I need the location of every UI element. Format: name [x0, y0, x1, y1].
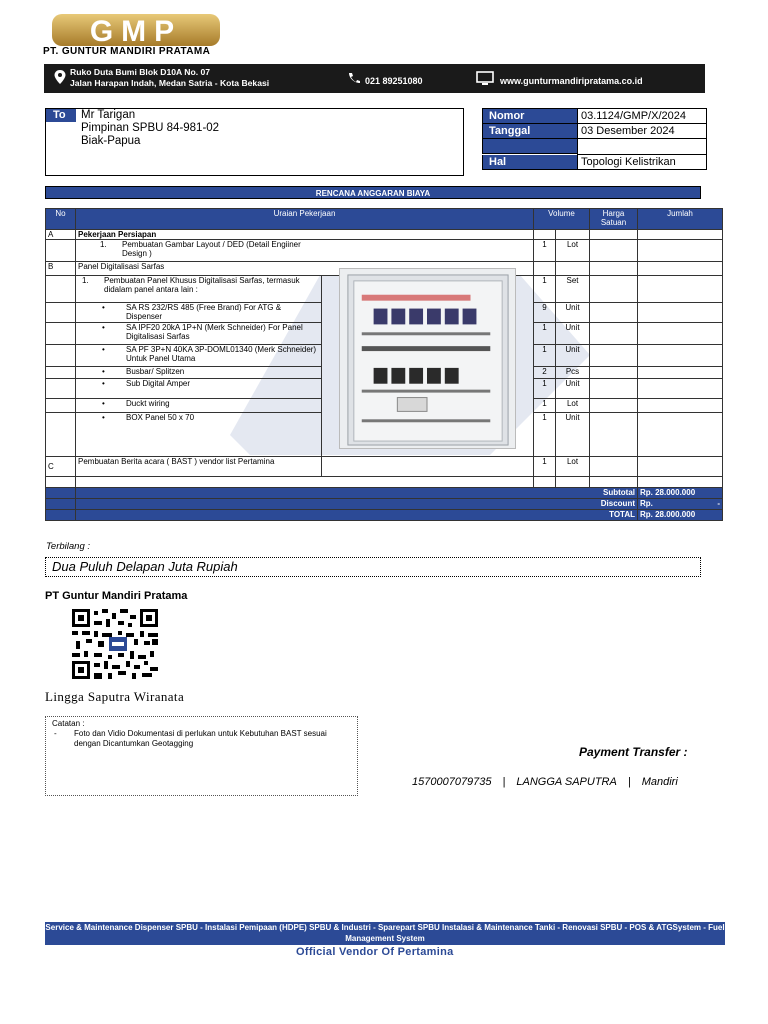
recipient-position: Pimpinan SPBU 84-981-02	[81, 122, 220, 134]
separator: |	[627, 776, 631, 788]
meta-hal	[482, 155, 707, 171]
table-row	[46, 477, 723, 488]
item-qty: 1	[534, 345, 556, 367]
item-qty: 1	[534, 276, 556, 303]
item-text: Pembuatan Gambar Layout / DED (Detail Engiiner Design )	[122, 240, 301, 258]
company-phone: 021 89251080	[365, 76, 423, 86]
item-qty: 2	[534, 367, 556, 379]
meta-value: 03.1124/GMP/X/2024	[577, 108, 707, 124]
row-no: C	[46, 457, 76, 477]
header-volume: Volume	[534, 209, 590, 230]
item-unit: Set	[556, 276, 590, 303]
note-dash: -	[54, 729, 57, 738]
svg-text:GMP: GMP	[89, 15, 183, 48]
header-uraian: Uraian Pekerjaan	[76, 209, 534, 230]
company-website: www.gunturmandiripratama.co.id	[500, 76, 643, 86]
meta-tanggal	[482, 124, 707, 140]
table-row: • Sub Digital Amper 1 Unit	[46, 379, 723, 399]
item-qty: 1	[534, 240, 556, 262]
signature-company: PT Guntur Mandiri Pratama	[45, 590, 188, 602]
item-text: Sub Digital Amper	[126, 379, 191, 388]
row-label: Pembuatan Berita acara ( BAST ) vendor list Pertamina	[76, 457, 322, 477]
row-label: Pekerjaan Persiapan	[76, 230, 534, 240]
total-label: TOTAL	[76, 510, 638, 521]
row-label: Panel Digitalisasi Sarfas	[76, 262, 534, 276]
table-row	[46, 230, 723, 240]
total-row	[46, 510, 723, 521]
panel-photo	[339, 268, 516, 449]
table-row: • SA RS 232/RS 485 (Free Brand) For ATG & Dispenser 9 Unit	[46, 303, 723, 323]
item-text: Pembuatan Panel Khusus Digitalisasi Sarfas, termasuk didalam panel antara lain :	[104, 276, 300, 294]
row-no: A	[46, 230, 76, 240]
table-row	[46, 240, 723, 262]
discount-label: Discount	[76, 499, 638, 510]
total-value: Rp. 28.000.000	[638, 510, 723, 521]
table-row	[46, 457, 723, 477]
discount-row	[46, 499, 723, 510]
item-qty: 1	[534, 399, 556, 413]
table-row: • Busbar/ Splitzen 2 Pcs	[46, 367, 723, 379]
table-header-row	[46, 209, 723, 230]
payment-title: Payment Transfer :	[579, 745, 688, 759]
item-number: 1.	[100, 240, 107, 249]
separator: |	[502, 776, 506, 788]
item-unit: Unit	[556, 345, 590, 367]
company-name: PT. GUNTUR MANDIRI PRATAMA	[43, 46, 211, 57]
meta-key: Nomor	[482, 108, 577, 124]
item-unit: Lot	[556, 240, 590, 262]
item-text: SA IPF20 20kA 1P+N (Merk Schneider) For Panel Digitalisasi Sarfas	[126, 323, 303, 341]
item-unit: Pcs	[556, 367, 590, 379]
company-address	[70, 67, 269, 89]
item-qty: 1	[534, 457, 556, 477]
bank-name: Mandiri	[641, 776, 678, 788]
subtotal-value: Rp. 28.000.000	[638, 488, 723, 499]
discount-prefix: Rp.	[640, 499, 653, 508]
meta-key: Hal	[482, 155, 577, 171]
item-unit: Unit	[556, 303, 590, 323]
recipient-name: Mr Tarigan	[81, 109, 136, 121]
address-line-1: Ruko Duta Bumi Blok D10A No. 07	[70, 67, 211, 77]
meta-value: Topologi Kelistrikan	[577, 155, 707, 171]
note-text: Foto dan Vidio Dokumentasi di perlukan untuk Kebutuhan BAST sesuai dengan Dicantumkan Geotagging	[74, 729, 327, 748]
item-unit: Unit	[556, 323, 590, 345]
item-qty: 9	[534, 303, 556, 323]
header-no: No	[46, 209, 76, 230]
header-jumlah: Jumlah	[638, 209, 723, 230]
rab-title: RENCANA ANGGARAN BIAYA	[45, 186, 701, 199]
header-harga: Harga Satuan	[590, 209, 638, 230]
item-text: Duckt wiring	[126, 399, 170, 408]
notes-box	[45, 716, 358, 796]
item-text: SA RS 232/RS 485 (Free Brand) For ATG & Dispenser	[126, 303, 282, 321]
table-row: • Duckt wiring 1 Lot	[46, 399, 723, 413]
meta-nomor	[482, 108, 707, 124]
meta-value: 03 Desember 2024	[577, 124, 707, 140]
location-pin-icon	[54, 70, 66, 84]
item-text: SA PF 3P+N 40KA 3P-DOML01340 (Merk Schneider) Untuk Panel Utama	[126, 345, 317, 363]
item-qty: 1	[534, 379, 556, 399]
account-name: LANGGA SAPUTRA	[516, 776, 617, 788]
monitor-icon	[476, 71, 494, 86]
recipient-box	[45, 108, 464, 176]
subtotal-row	[46, 488, 723, 499]
terbilang-text: Dua Puluh Delapan Juta Rupiah	[45, 557, 701, 577]
footer-services: Service & Maintenance Dispenser SPBU - Instalasi Pemipaan (HDPE) SPBU & Industri - Sparepart SPBU Instalasi & Maintenance Tanki - Renovasi SPBU - POS & ATGSystem - Fuel Management System	[45, 923, 725, 943]
address-line-2: Jalan Harapan Indah, Medan Satria - Kota Bekasi	[70, 78, 270, 88]
subtotal-label: Subtotal	[76, 488, 638, 499]
table-row: • SA PF 3P+N 40KA 3P-DOML01340 (Merk Schneider) Untuk Panel Utama 1 Unit	[46, 345, 723, 367]
recipient-location: Biak-Papua	[81, 135, 141, 147]
item-text: BOX Panel 50 x 70	[126, 413, 195, 422]
footer-tagline: Official Vendor Of Pertamina	[296, 946, 454, 958]
meta-key: Tanggal	[482, 124, 577, 140]
signer-name: Lingga Saputra Wiranata	[45, 689, 185, 704]
item-number: 1.	[82, 276, 89, 285]
note-item	[52, 729, 351, 749]
item-unit: Unit	[556, 379, 590, 399]
meta-spacer	[482, 139, 707, 155]
qr-code	[72, 609, 158, 679]
notes-title: Catatan :	[52, 719, 85, 728]
phone-icon	[347, 72, 361, 84]
item-unit: Unit	[556, 413, 590, 457]
account-number: 1570007079735	[412, 776, 492, 788]
recipient-label: To	[46, 109, 76, 122]
discount-value: -	[717, 499, 720, 508]
item-unit: Lot	[556, 399, 590, 413]
item-qty: 1	[534, 413, 556, 457]
payment-details	[412, 776, 678, 788]
item-text: Busbar/ Splitzen	[126, 367, 185, 376]
contact-bar	[44, 64, 705, 93]
item-unit: Lot	[556, 457, 590, 477]
item-qty: 1	[534, 323, 556, 345]
row-no: B	[46, 262, 76, 276]
table-row: • SA IPF20 20kA 1P+N (Merk Schneider) For Panel Digitalisasi Sarfas 1 Unit	[46, 323, 723, 345]
table-row: • BOX Panel 50 x 70 1 Unit	[46, 413, 723, 457]
terbilang-label: Terbilang :	[46, 541, 91, 552]
document-meta	[482, 108, 707, 170]
